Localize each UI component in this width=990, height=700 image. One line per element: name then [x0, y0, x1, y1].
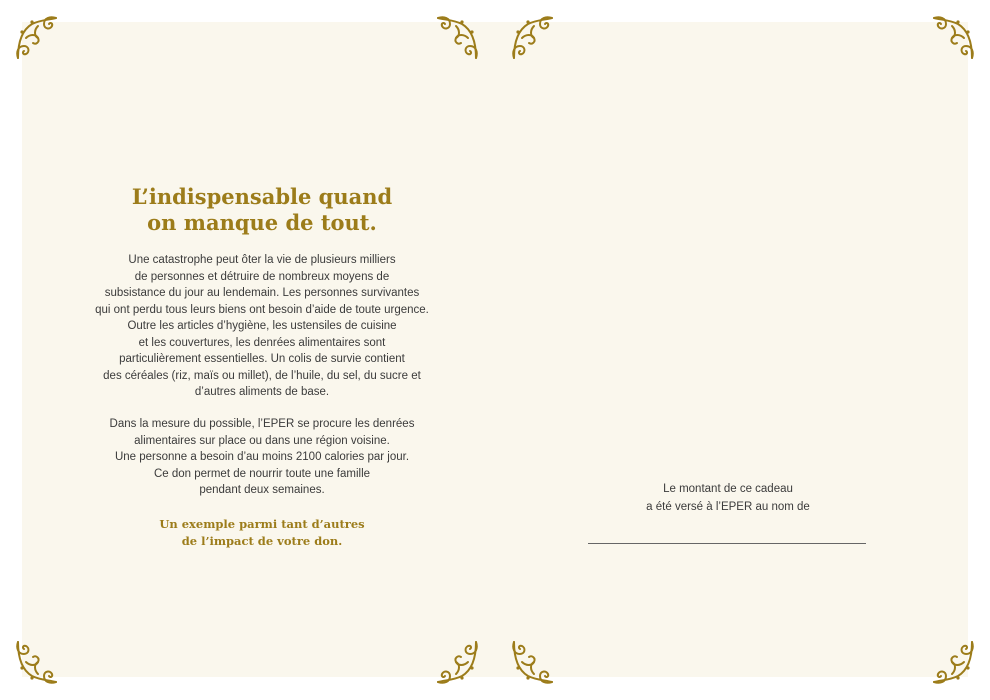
flourish-corner-ornament-icon [926, 636, 978, 688]
text-line: d’autres aliments de base. [194, 386, 330, 398]
text-line: Une catastrophe peut ôter la vie de plusieurs milliers [128, 254, 396, 266]
text-line: Dans la mesure du possible, l’EPER se procure les denrées [109, 418, 415, 430]
gift-note [578, 480, 878, 516]
text-line: Outre les articles d’hygiène, les ustensiles de cuisine [127, 320, 397, 332]
flourish-corner-ornament-icon [12, 12, 64, 64]
title-line: L’indispensable quand [131, 184, 393, 209]
text-line: de personnes et détruire de nombreux moyens de [134, 270, 390, 283]
right-page [495, 22, 968, 677]
description-paragraph [62, 252, 462, 401]
text-line: subsistance du jour au lendemain. Les personnes survivantes [104, 287, 420, 299]
text-line: Une personne a besoin d’au moins 2100 calories par jour. [114, 451, 410, 463]
text-line: des céréales (riz, maïs ou millet), de l’huile, du sel, du sucre et [103, 369, 421, 382]
text-line: pendant deux semaines. [199, 484, 325, 496]
flourish-corner-ornament-icon [508, 12, 560, 64]
details-paragraph [62, 416, 462, 499]
text-line: Ce don permet de nourrir toute une famille [153, 467, 371, 480]
flourish-corner-ornament-icon [430, 12, 482, 64]
gift-note-line: a été versé à l’EPER au nom de [646, 501, 810, 513]
gift-note-line: Le montant de ce cadeau [663, 483, 793, 495]
text-line: qui ont perdu tous leurs biens ont besoin d’aide de toute urgence. [95, 303, 429, 316]
text-line: et les couvertures, les denrées alimentaires sont [138, 336, 386, 349]
text-line: alimentaires sur place ou dans une région voisine. [134, 434, 390, 447]
page-title [62, 184, 462, 236]
tagline-line: de l’impact de votre don. [181, 534, 343, 548]
tagline-line: Un exemple parmi tant d’autres [159, 517, 365, 531]
flourish-corner-ornament-icon [508, 636, 560, 688]
flourish-corner-ornament-icon [430, 636, 482, 688]
recipient-name-line [588, 543, 866, 544]
flourish-corner-ornament-icon [926, 12, 978, 64]
text-line: particulièrement essentielles. Un colis de survie contient [119, 353, 405, 365]
title-line: on manque de tout. [147, 210, 377, 235]
flourish-corner-ornament-icon [12, 636, 64, 688]
impact-tagline [62, 516, 462, 550]
